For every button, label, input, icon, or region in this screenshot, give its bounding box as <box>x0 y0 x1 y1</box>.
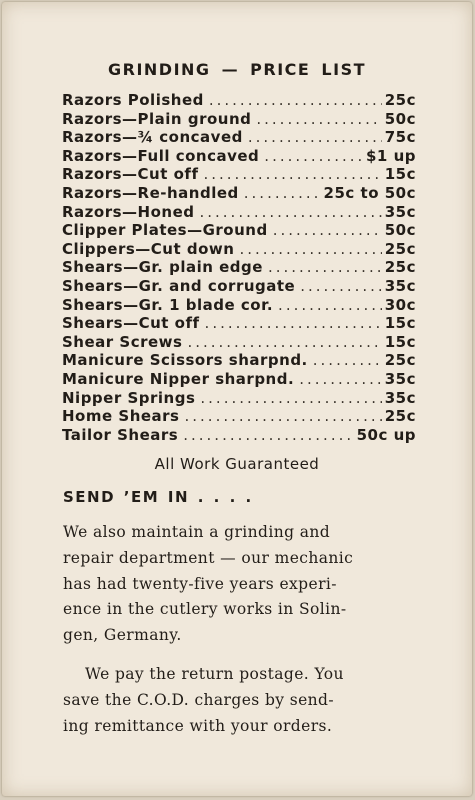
service-price: 15c <box>384 332 416 351</box>
service-price: 50c up <box>356 425 416 444</box>
price-list-row <box>62 147 416 166</box>
paragraph-line: We also maintain a grinding and <box>63 523 331 541</box>
service-name: Razors—Plain ground <box>62 109 252 128</box>
paragraph-line: ence in the cutlery works in Solin- <box>63 600 347 619</box>
price-list-row <box>62 314 416 333</box>
price-list-row <box>62 389 416 408</box>
price-list-row <box>62 91 416 110</box>
price-list-row <box>62 184 416 203</box>
service-price: 75c <box>384 128 416 147</box>
price-list-row <box>62 407 416 426</box>
service-price: 35c <box>384 276 416 295</box>
service-name: Razors—Full concaved <box>62 146 260 165</box>
dot-leader <box>256 110 381 128</box>
repair-department-paragraph <box>63 520 353 649</box>
service-name: Razors—¾ concaved <box>62 128 243 147</box>
price-list-row <box>62 203 416 222</box>
price-list-row <box>62 240 416 259</box>
dot-leader <box>248 128 382 146</box>
service-price: $1 up <box>365 146 416 165</box>
send-em-in-heading: SEND ’EM IN . . . . <box>63 488 253 506</box>
price-list-row <box>62 426 416 445</box>
service-name: Razors—Cut off <box>62 165 199 184</box>
dot-leader <box>244 184 321 202</box>
service-name: Manicure Nipper sharpnd. <box>62 369 295 388</box>
dot-leader <box>313 351 382 369</box>
service-price: 15c <box>384 314 416 333</box>
service-price: 35c <box>384 369 416 388</box>
paragraph-line: We pay the return postage. You <box>85 665 344 683</box>
dot-leader <box>199 203 381 221</box>
service-name: Razors Polished <box>62 91 204 109</box>
service-price: 50c <box>384 109 416 128</box>
price-list-row <box>62 277 416 296</box>
service-price: 35c <box>384 388 416 407</box>
service-price: 25c <box>384 239 416 258</box>
service-name: Shears—Gr. and corrugate <box>62 276 296 295</box>
price-list-row <box>62 221 416 240</box>
service-name: Clipper Plates—Ground <box>62 221 268 240</box>
dot-leader <box>299 370 382 388</box>
dot-leader <box>239 240 381 258</box>
service-name: Nipper Springs <box>62 388 196 407</box>
service-name: Manicure Scissors sharpnd. <box>62 351 308 370</box>
price-list-row <box>62 165 416 184</box>
price-list <box>62 91 416 444</box>
dot-leader <box>200 389 381 407</box>
service-name: Clippers—Cut down <box>62 239 235 258</box>
service-price: 30c <box>384 295 416 314</box>
service-name: Shears—Cut off <box>62 314 200 333</box>
dot-leader <box>205 314 382 332</box>
service-price: 25c <box>384 351 416 370</box>
price-list-row <box>62 370 416 389</box>
paragraph-line: save the C.O.D. charges by send- <box>63 690 335 709</box>
price-list-card <box>2 2 472 796</box>
dot-leader <box>268 258 382 276</box>
service-price: 50c <box>384 221 416 240</box>
dot-leader <box>185 407 382 425</box>
service-name: Razors—Honed <box>62 202 195 221</box>
service-name: Home Shears <box>62 407 180 426</box>
service-name: Razors—Re-handled <box>62 183 239 202</box>
service-price: 25c <box>384 91 416 109</box>
paragraph-line: gen, Germany. <box>63 626 182 645</box>
service-price: 25c <box>384 258 416 277</box>
price-list-row <box>62 258 416 277</box>
price-list-row <box>62 296 416 315</box>
service-price: 15c <box>384 165 416 184</box>
guarantee-line: All Work Guaranteed <box>154 455 320 473</box>
service-name: Tailor Shears <box>62 425 179 444</box>
dot-leader <box>183 426 353 444</box>
service-name: Shears—Gr. plain edge <box>62 258 263 277</box>
paragraph-line: ing remittance with your orders. <box>63 716 333 735</box>
price-list-row <box>62 110 416 129</box>
dot-leader <box>187 333 381 351</box>
dot-leader <box>203 165 381 183</box>
service-price: 25c <box>384 407 416 426</box>
dot-leader <box>264 147 363 165</box>
service-price: 25c to 50c <box>323 183 416 202</box>
price-list-row <box>62 333 416 352</box>
dot-leader <box>300 277 382 295</box>
paragraph-line: repair department — our mechanic <box>63 548 354 567</box>
service-price: 35c <box>384 202 416 221</box>
dot-leader <box>209 91 382 109</box>
dot-leader <box>273 221 382 239</box>
paragraph-line: has had twenty-five years experi- <box>63 574 337 593</box>
price-list-heading: GRINDING — PRICE LIST <box>107 60 367 79</box>
service-name: Shears—Gr. 1 blade cor. <box>62 295 274 314</box>
service-name: Shear Screws <box>62 332 183 351</box>
price-list-row <box>62 128 416 147</box>
dot-leader <box>278 296 382 314</box>
return-postage-paragraph <box>63 662 344 739</box>
price-list-row <box>62 351 416 370</box>
